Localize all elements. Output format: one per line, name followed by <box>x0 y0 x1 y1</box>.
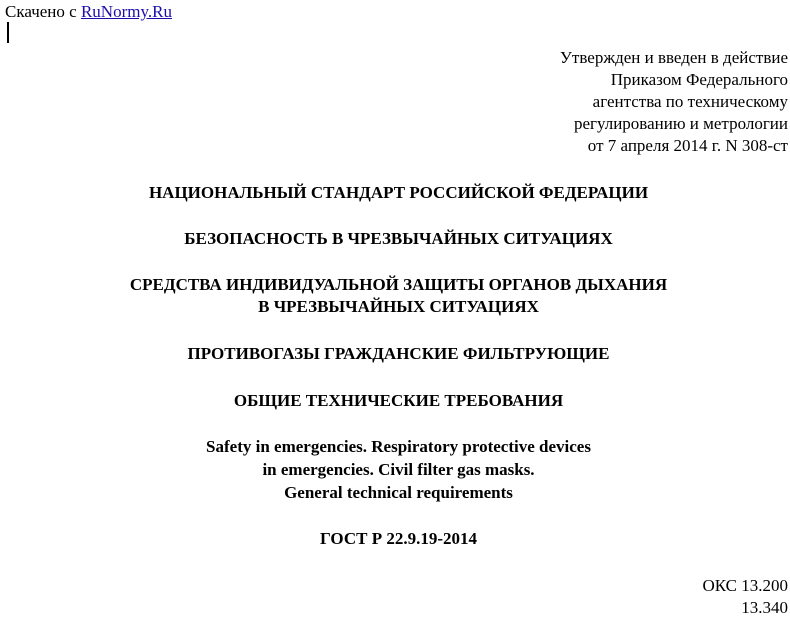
general-requirements-heading: ОБЩИЕ ТЕХНИЧЕСКИЕ ТРЕБОВАНИЯ <box>233 391 564 410</box>
oks-code: 13.340 <box>741 598 788 617</box>
gas-masks-heading: ПРОТИВОГАЗЫ ГРАЖДАНСКИЕ ФИЛЬТРУЮЩИЕ <box>187 344 610 363</box>
approval-line: Утвержден и введен в действие <box>559 48 788 67</box>
english-title-line3: General technical requirements <box>284 483 513 502</box>
safety-heading: БЕЗОПАСНОСТЬ В ЧРЕЗВЫЧАЙНЫХ СИТУАЦИЯХ <box>184 229 613 248</box>
rpd-heading-line2: В ЧРЕЗВЫЧАЙНЫХ СИТУАЦИЯХ <box>258 297 539 316</box>
rpd-heading-line1: СРЕДСТВА ИНДИВИДУАЛЬНОЙ ЗАЩИТЫ ОРГАНОВ ДЫХАНИЯ <box>129 275 668 294</box>
oks-code: ОКС 13.200 <box>702 576 788 595</box>
english-title-line1: Safety in emergencies. Respiratory protective devices <box>206 437 591 456</box>
text-cursor <box>7 22 9 43</box>
approval-line: Приказом Федерального <box>610 70 788 89</box>
national-standard-heading: НАЦИОНАЛЬНЫЙ СТАНДАРТ РОССИЙСКОЙ ФЕДЕРАЦИИ <box>148 183 649 202</box>
download-source-line <box>5 2 172 22</box>
approval-block <box>388 47 788 157</box>
approval-line: регулированию и метрологии <box>573 114 788 133</box>
approval-line: агентства по техническому <box>592 92 788 111</box>
runormy-link[interactable]: RuNormy.Ru <box>80 2 172 21</box>
download-source-prefix: Скачено с <box>5 2 81 21</box>
english-title-line2: in emergencies. Civil filter gas masks. <box>262 460 535 479</box>
approval-line: от 7 апреля 2014 г. N 308-ст <box>587 136 788 155</box>
oks-block <box>588 575 788 619</box>
standard-number: ГОСТ Р 22.9.19-2014 <box>320 529 477 548</box>
